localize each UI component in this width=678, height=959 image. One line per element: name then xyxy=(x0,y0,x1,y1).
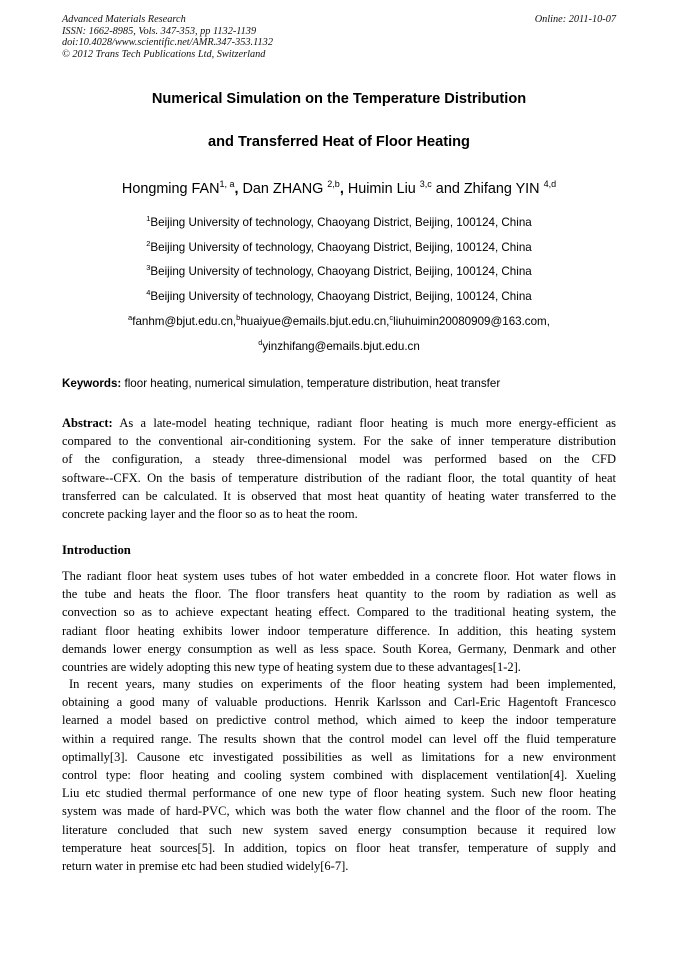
paragraph-line: In recent years, many studies on experiments of the floor heating system had been implemented, xyxy=(69,677,616,691)
affiliation-text: Beijing University of technology, Chaoyang District, Beijing, 100124, China xyxy=(150,241,532,254)
abstract-line: transferred can be calculated. It is observed that most heat quantity of heating water transferred to the xyxy=(62,488,616,503)
paragraph-line: the tube and heats the floor. The floor transfers heat quantity to the room by radiation as well as xyxy=(62,587,616,602)
journal-name: Advanced Materials Research xyxy=(62,14,186,25)
email-sup: a xyxy=(128,313,133,322)
email-link[interactable]: fanhm@bjut.edu.cn, xyxy=(132,315,237,328)
paragraph-line: system was made of hard-PVC, which was both the water flow channel and the floor of the room. The xyxy=(62,804,616,819)
abstract xyxy=(62,414,616,523)
email-line-2 xyxy=(0,340,678,353)
issn-line: ISSN: 1662-8985, Vols. 347-353, pp 1132-1139 xyxy=(62,25,257,37)
affiliation-1 xyxy=(0,216,678,229)
abstract-line: Abstract: As a late-model heating technique, radiant floor heating is much more energy-efficient as xyxy=(62,416,616,430)
affiliation-4 xyxy=(0,290,678,303)
affiliation-sup: 4 xyxy=(146,288,151,297)
intro-paragraph-1 xyxy=(62,567,616,676)
doi-line: doi:10.4028/www.scientific.net/AMR.347-353.1132 xyxy=(62,37,273,49)
author-separator: and xyxy=(431,181,464,197)
email-link[interactable]: liuhuimin20080909@163.com, xyxy=(393,315,550,328)
affiliation-text: Beijing University of technology, Chaoyang District, Beijing, 100124, China xyxy=(150,290,532,303)
section-heading-introduction: Introduction xyxy=(62,543,131,557)
email-line-1 xyxy=(0,315,678,328)
intro-paragraph-2 xyxy=(62,675,616,875)
abstract-label: Abstract: xyxy=(62,416,113,430)
keywords-label: Keywords: xyxy=(62,377,122,390)
author-sup: 3,c xyxy=(419,179,432,189)
affiliation-2 xyxy=(0,241,678,254)
copyright-line: © 2012 Trans Tech Publications Ltd, Switzerland xyxy=(62,48,266,60)
author-name: Huimin Liu xyxy=(347,181,420,197)
author-separator: , xyxy=(339,181,348,197)
keywords-text: floor heating, numerical simulation, temperature distribution, heat transfer xyxy=(121,377,501,390)
author-sup: 4,d xyxy=(543,179,557,189)
journal-header xyxy=(62,14,273,60)
paragraph-line: Liu etc studied thermal performance of one new type of floor heating system. Such new floor heating xyxy=(62,786,616,801)
paragraph-line: The radiant floor heat system uses tubes of hot water embedded in a concrete floor. Hot water flows in xyxy=(62,569,616,583)
abstract-line: of the configuration, a steady three-dimensional model was performed based on the CFD xyxy=(62,452,616,467)
affiliation-3 xyxy=(0,265,678,278)
author-sup: 2,b xyxy=(327,179,340,189)
paragraph-line: return water in premise etc had been studied widely[6-7]. xyxy=(62,859,349,874)
abstract-line: software--CFX. On the basis of temperature distribution of the radiant floor, the total quantity of heat xyxy=(62,470,616,485)
affiliation-text: Beijing University of technology, Chaoyang District, Beijing, 100124, China xyxy=(150,265,532,278)
affiliation-sup: 1 xyxy=(146,214,151,223)
affiliation-text: Beijing University of technology, Chaoyang District, Beijing, 100124, China xyxy=(150,216,532,229)
email-sup: b xyxy=(236,313,241,322)
author-name: Dan ZHANG xyxy=(242,181,328,197)
paragraph-line: within a required range. The results shown that the control model can level off the fluid temperature xyxy=(62,731,616,746)
affiliation-sup: 2 xyxy=(146,239,151,248)
affiliation-sup: 3 xyxy=(146,263,151,272)
paragraph-line: temperature heat sources[5]. In addition, topics on floor heat transfer, temperature of supply and xyxy=(62,840,616,855)
paragraph-line: radiant floor heating exhibits lower indoor temperature difference. In addition, this heating system xyxy=(62,623,616,638)
email-link[interactable]: huaiyue@emails.bjut.edu.cn, xyxy=(240,315,390,328)
keywords xyxy=(62,377,500,390)
author-separator: , xyxy=(234,181,243,197)
author-name: Zhifang YIN xyxy=(463,181,544,197)
paragraph-line: obtaining a good many of valuable productions. Henrik Karlsson and Carl-Eric Hagentoft Francesco xyxy=(62,695,616,710)
author-list xyxy=(0,181,678,197)
paragraph-line: convection so as to achieve expectant heating effect. Compared to the traditional heating system, the xyxy=(62,605,616,620)
abstract-line: compared to the conventional air-conditioning system. For the sake of inner temperature distribution xyxy=(62,434,616,449)
paragraph-line: literature concluded that such new system saved energy consumption because it required low xyxy=(62,822,616,837)
email-link[interactable]: yinzhifang@emails.bjut.edu.cn xyxy=(262,340,420,353)
abstract-line: concrete packing layer and the floor so as to heat the room. xyxy=(62,507,358,522)
paragraph-line: control type: floor heating and cooling system combined with displacement ventilation[4]. Xueling xyxy=(62,768,616,783)
paragraph-line: optimally[3]. Causone etc investigated possibilities as well as limitations for a new environment xyxy=(62,749,616,764)
paper-title-line-2: and Transferred Heat of Floor Heating xyxy=(208,134,470,150)
paragraph-line: countries are widely adopting this new type of heating system due to these advantages[1-2]. xyxy=(62,660,521,675)
paper-title-line-1: Numerical Simulation on the Temperature Distribution xyxy=(151,91,527,107)
paragraph-line: learned a model based on predictive control method, which aimed to keep the indoor temperature xyxy=(62,713,616,728)
online-date: Online: 2011-10-07 xyxy=(534,14,616,25)
email-sup: d xyxy=(258,338,263,347)
author-sup: 1, a xyxy=(219,179,235,189)
paragraph-line: demands lower energy consumption as well as less space. South Korea, Germany, Denmark and other xyxy=(62,641,616,656)
author-name: Hongming FAN xyxy=(121,181,220,197)
email-sup: c xyxy=(389,313,394,322)
